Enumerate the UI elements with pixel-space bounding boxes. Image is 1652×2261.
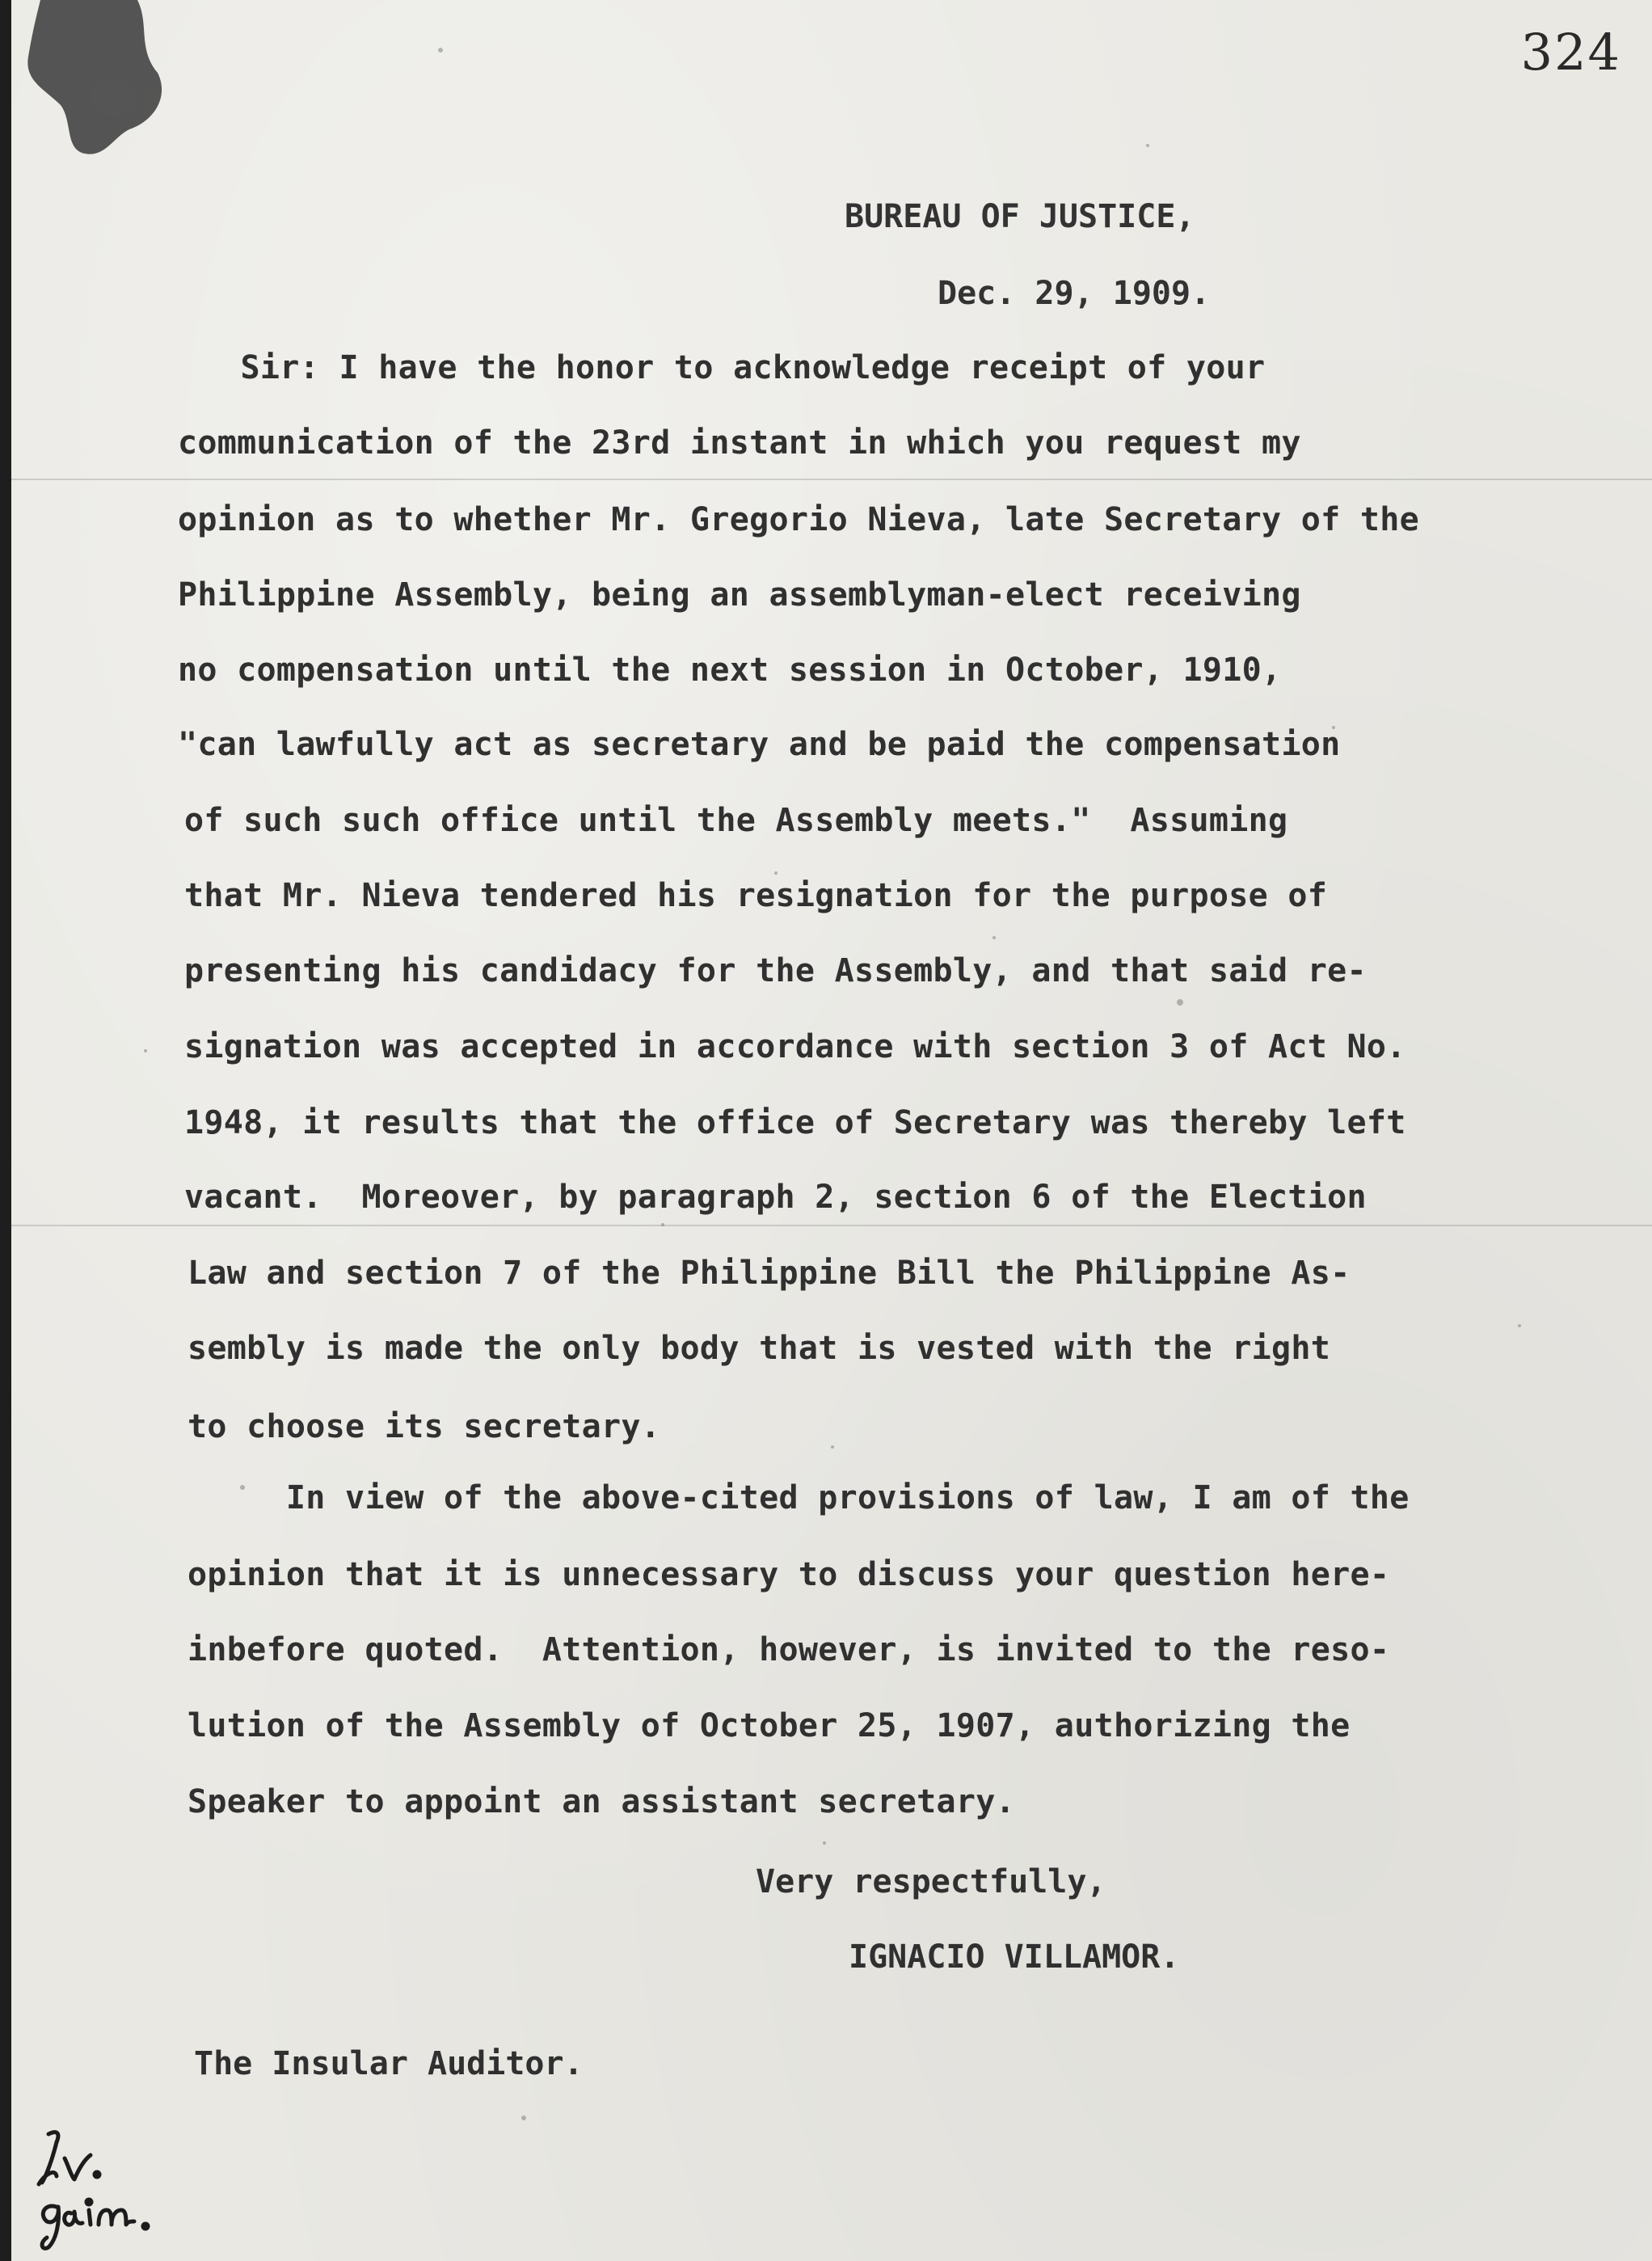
- body-line: vacant. Moreover, by paragraph 2, section 6 of the Election: [184, 1179, 1367, 1216]
- body-line: of such such office until the Assembly meets." Assuming: [184, 802, 1288, 839]
- body-line: inbefore quoted. Attention, however, is invited to the reso-: [188, 1631, 1390, 1668]
- letterhead-office: BUREAU OF JUSTICE,: [845, 198, 1195, 235]
- body-line: opinion as to whether Mr. Gregorio Nieva, late Secretary of the: [178, 501, 1420, 538]
- body-line: sembly is made the only body that is vested with the right: [188, 1330, 1331, 1367]
- body-line: In view of the above-cited provisions of law, I am of the: [188, 1479, 1410, 1516]
- handwritten-margin-note: [32, 2126, 194, 2255]
- left-binding-edge: [0, 0, 11, 2261]
- body-line: "can lawfully act as secretary and be paid the compensation: [178, 726, 1341, 763]
- body-line: Sir: I have the honor to acknowledge receipt of your: [162, 349, 1266, 386]
- body-line: communication of the 23rd instant in which you request my: [178, 424, 1301, 462]
- scan-artifact-line: [11, 479, 1652, 480]
- body-line: 1948, it results that the office of Secretary was thereby left: [184, 1104, 1406, 1141]
- body-line: signation was accepted in accordance with section 3 of Act No.: [184, 1028, 1406, 1065]
- scan-artifact-line: [11, 1225, 1652, 1226]
- body-line: presenting his candidacy for the Assembly, and that said re-: [184, 952, 1367, 989]
- letter-date: Dec. 29, 1909.: [938, 275, 1211, 312]
- valediction: Very respectfully,: [756, 1863, 1106, 1900]
- body-line: Speaker to appoint an assistant secretary.: [188, 1783, 1016, 1820]
- body-line: that Mr. Nieva tendered his resignation for the purpose of: [184, 877, 1328, 914]
- body-line: opinion that it is unnecessary to discuss your question here-: [188, 1556, 1390, 1593]
- ink-blot: [16, 0, 170, 162]
- body-line: to choose its secretary.: [188, 1408, 661, 1445]
- body-line: lution of the Assembly of October 25, 1907, authorizing the: [188, 1707, 1351, 1744]
- body-line: no compensation until the next session in October, 1910,: [178, 652, 1282, 689]
- body-line: Philippine Assembly, being an assemblyman-elect receiving: [178, 576, 1301, 614]
- body-line: Law and section 7 of the Philippine Bill the Philippine As-: [188, 1255, 1351, 1292]
- page-number: 324: [1520, 23, 1621, 82]
- addressee: The Insular Auditor.: [194, 2045, 584, 2082]
- signatory-name: IGNACIO VILLAMOR.: [849, 1938, 1180, 1976]
